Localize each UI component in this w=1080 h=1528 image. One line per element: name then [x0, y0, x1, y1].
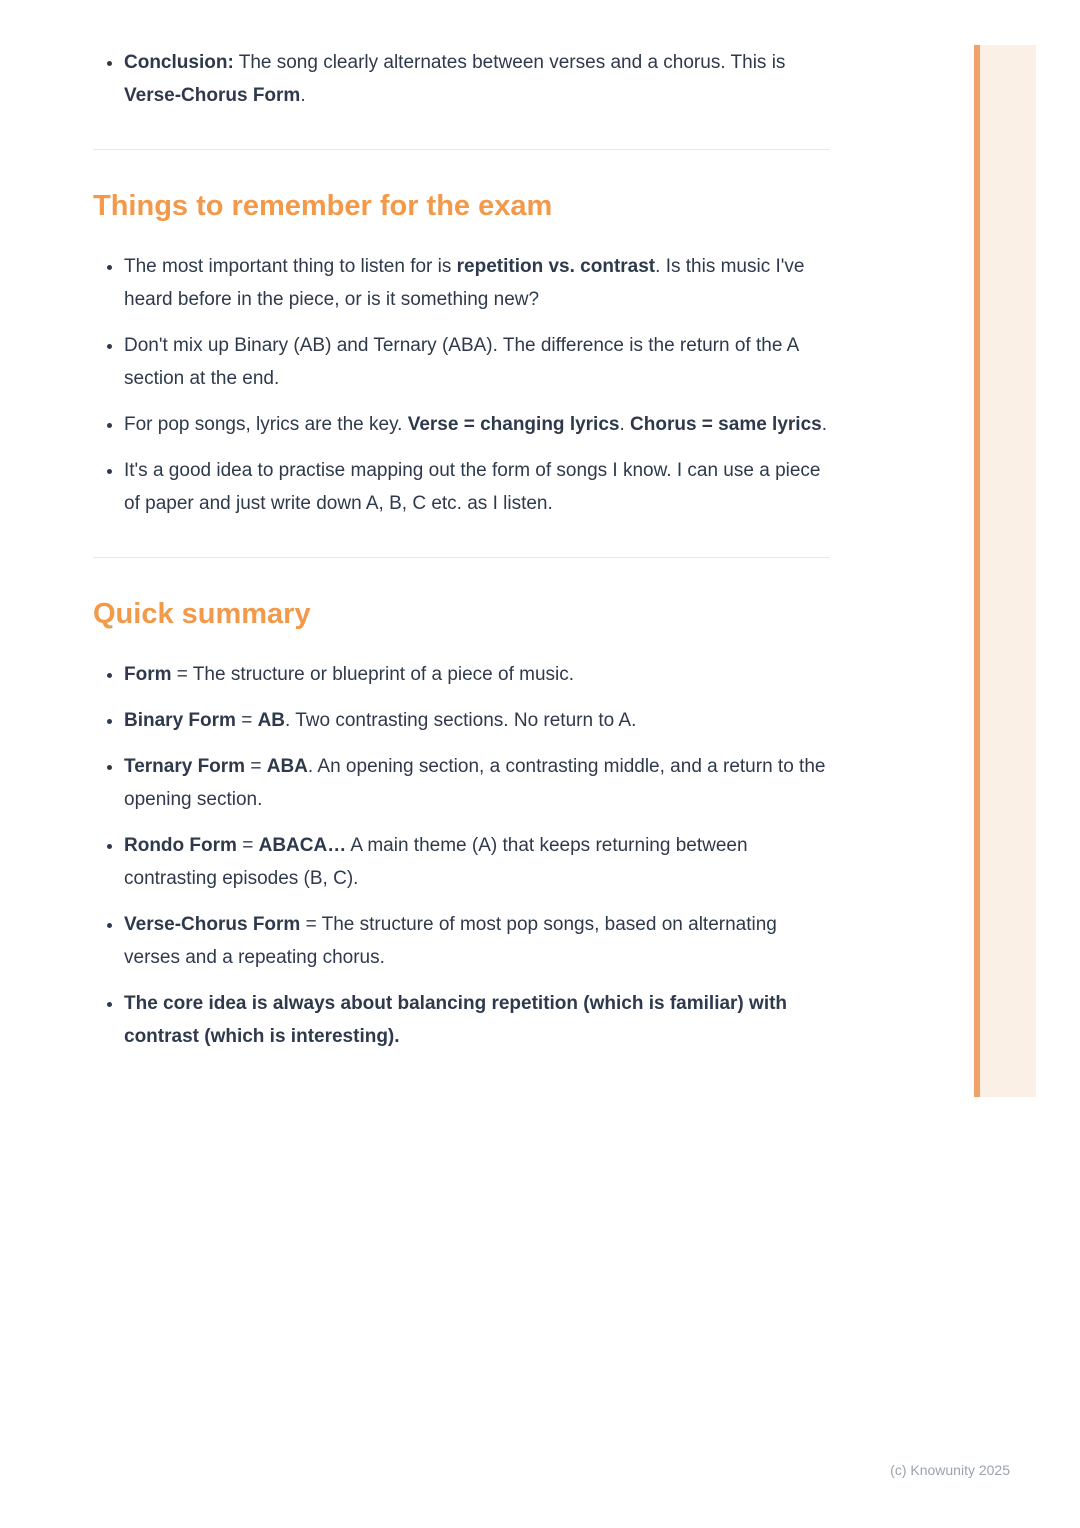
bold-text: ABACA…: [258, 835, 347, 856]
body-text: A main theme (A) that keeps returning between contrasting episodes (B, C).: [124, 835, 748, 889]
section-bullet-list: [93, 658, 829, 1053]
list-item: [124, 658, 829, 691]
list-item: [124, 329, 829, 395]
body-text: =: [235, 710, 258, 731]
list-item: [124, 250, 829, 316]
body-text: Don't mix up Binary (AB) and Ternary (ABA). The difference is the return of the A section at the end.: [124, 335, 799, 389]
list-item: [124, 750, 829, 816]
list-item: [124, 408, 829, 441]
body-text: For pop songs, lyrics are the key.: [124, 414, 408, 435]
body-text: .: [821, 414, 827, 435]
body-text: . Two contrasting sections. No return to A.: [285, 710, 637, 731]
side-highlight-strip: [980, 45, 1036, 1097]
section-title: Things to remember for the exam: [93, 190, 553, 222]
body-text: = The structure or blueprint of a piece of music.: [171, 664, 575, 685]
body-text: . Is this music I've heard before in the piece, or is it something new?: [124, 256, 805, 310]
section-divider: [93, 149, 829, 150]
bold-text: ABA: [266, 756, 308, 777]
bold-text: Binary Form: [124, 710, 236, 731]
bold-text: Form: [124, 664, 172, 685]
body-text: =: [236, 835, 259, 856]
bold-text: Ternary Form: [124, 756, 246, 777]
footer-copyright: (c) Knowunity 2025: [890, 1462, 1010, 1478]
bold-text: repetition vs. contrast: [456, 256, 656, 277]
section-title: Quick summary: [93, 598, 311, 630]
bold-text: Chorus = same lyrics: [630, 414, 822, 435]
list-item: [124, 454, 829, 520]
body-text: . An opening section, a contrasting middle, and a return to the opening section.: [124, 756, 826, 810]
bold-text: AB: [257, 710, 286, 731]
bold-text: Verse-Chorus Form: [124, 85, 301, 106]
bold-text: Verse-Chorus Form: [124, 914, 301, 935]
body-text: .: [619, 414, 631, 435]
section-bullet-list: [93, 250, 829, 520]
conclusion-list: [93, 46, 829, 112]
list-item: [124, 704, 829, 737]
body-text: The song clearly alternates between verses and a chorus. This is: [233, 52, 786, 73]
bold-text: Conclusion:: [124, 52, 234, 73]
body-text: = The structure of most pop songs, based on alternating verses and a repeating chorus.: [124, 914, 777, 968]
list-item: [124, 46, 829, 112]
bold-text: Verse = changing lyrics: [407, 414, 620, 435]
body-text: It's a good idea to practise mapping out the form of songs I know. I can use a piece of paper and just write down A, B, C etc. as I listen.: [124, 460, 821, 514]
body-text: =: [245, 756, 267, 777]
body-text: The most important thing to listen for is: [124, 256, 457, 277]
page-content: [93, 46, 829, 1066]
body-text: .: [300, 85, 306, 106]
list-item: [124, 908, 829, 974]
bold-text: Rondo Form: [124, 835, 237, 856]
section-divider: [93, 557, 829, 558]
list-item: [124, 829, 829, 895]
list-item: [124, 987, 829, 1053]
bold-text: The core idea is always about balancing repetition (which is familiar) with contrast (which is interesting).: [124, 993, 788, 1047]
sections-container: [93, 149, 829, 1053]
